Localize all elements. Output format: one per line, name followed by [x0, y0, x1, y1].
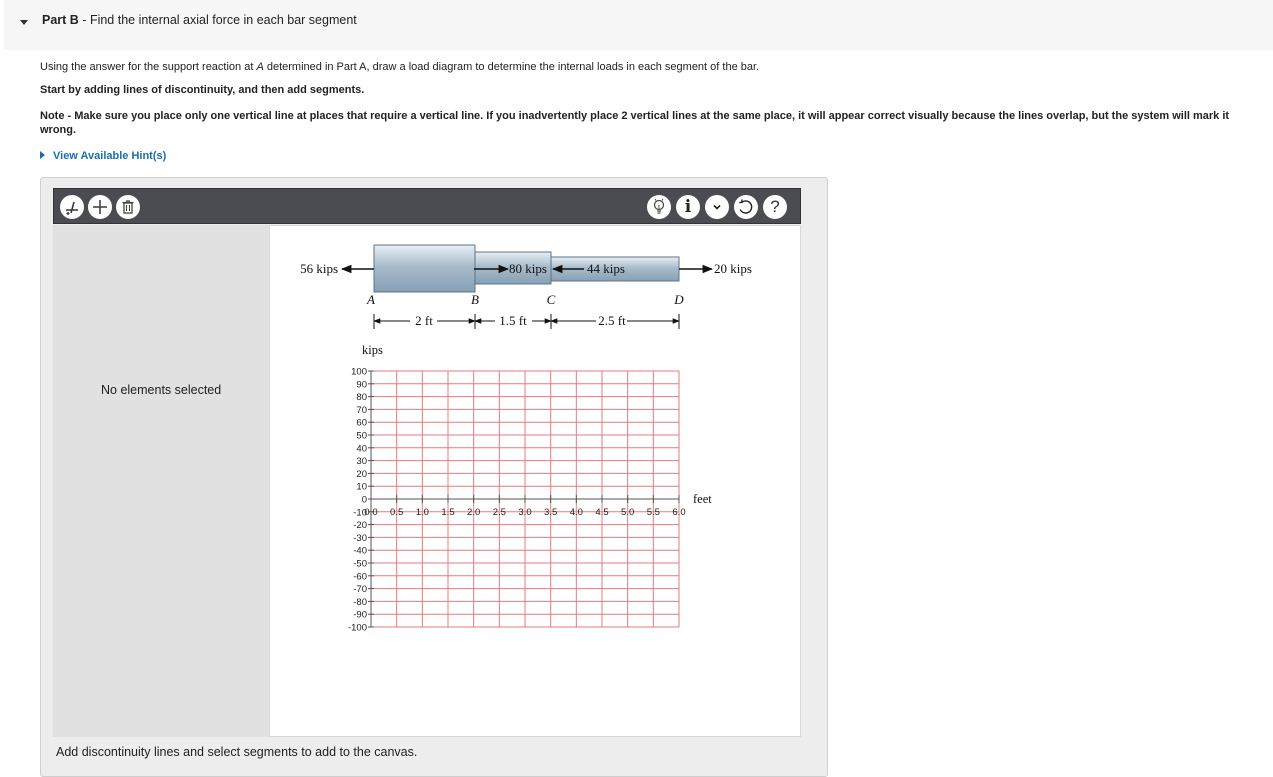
y-tick-label-8: 20: [356, 468, 367, 480]
x-tick-label-2: 1.0: [415, 507, 429, 518]
y-tick-label-18: -80: [353, 596, 367, 608]
y-tick-label-2: 80: [356, 392, 367, 404]
x-tick-label-4: 2.0: [467, 507, 481, 518]
status-text: Add discontinuity lines and select segments to add to the canvas.: [56, 745, 418, 759]
load-label-20: 20 kips: [714, 261, 752, 276]
plot-axes: [348, 367, 686, 634]
load-label-44: 44 kips: [587, 261, 625, 276]
y-tick-label-7: 30: [356, 456, 367, 468]
point-label-d: D: [674, 292, 684, 307]
x-tick-label-11: 5.5: [646, 507, 660, 518]
y-tick-label-5: 50: [356, 430, 367, 442]
no-elements-message: No elements selected: [101, 383, 222, 397]
x-tick-label-8: 4.0: [569, 507, 583, 518]
trash-icon[interactable]: [116, 195, 140, 219]
x-tick-label-12: 6.0: [672, 507, 686, 518]
instruction-var-a: A: [256, 61, 264, 73]
x-tick-label-5: 2.5: [492, 507, 506, 518]
y-tick-label-0: 100: [351, 366, 367, 378]
x-tick-label-10: 5.0: [621, 507, 635, 518]
figure-svg[interactable]: [270, 226, 802, 738]
info-glyph: i: [684, 197, 692, 217]
x-tick-label-1: 0.5: [390, 507, 404, 518]
part-title-text: Find the internal axial force in each bar segment: [89, 13, 357, 27]
x-tick-label-0: 0.0: [364, 507, 378, 518]
drawing-tool-frame: [40, 177, 828, 777]
x-tick-label-6: 3.0: [518, 507, 532, 518]
point-label-a: A: [367, 292, 375, 307]
load-label-56: 56 kips: [300, 261, 338, 276]
view-hints-label: View Available Hint(s): [53, 150, 167, 162]
part-label: Part B: [42, 13, 79, 27]
y-tick-label-20: -100: [347, 622, 367, 634]
bar-segment-ab: [374, 245, 475, 292]
view-hints-link[interactable]: [40, 150, 166, 162]
y-tick-label-17: -70: [353, 584, 367, 596]
reset-icon[interactable]: [734, 195, 758, 219]
point-label-b: B: [471, 292, 479, 307]
chevron-down-icon[interactable]: [705, 195, 729, 219]
bar-figure: [300, 245, 752, 329]
collapse-caret-icon[interactable]: [20, 20, 28, 25]
dim-label-ab: 2 ft: [415, 313, 433, 328]
toolbar: [53, 188, 801, 224]
instruction-line-1: [40, 60, 759, 74]
y-tick-label-15: -50: [353, 558, 367, 570]
instruction-line-2: Start by adding lines of discontinuity, and then add segments.: [40, 84, 365, 96]
properties-panel: [53, 225, 269, 737]
part-title: [42, 13, 357, 27]
instruction-note: Note - Make sure you place only one vertical line at places that require a vertical line. If you inadvertently place 2 vertical lines at the same place, it will appear correct visually because the lines overlap, but the system will mark it wrong.: [40, 110, 1230, 136]
y-tick-label-4: 60: [356, 417, 367, 429]
drawing-canvas[interactable]: [269, 225, 801, 737]
y-tick-label-11: -10: [353, 507, 367, 519]
y-tick-label-3: 70: [356, 404, 367, 416]
y-tick-label-19: -90: [353, 609, 367, 621]
point-label-c: C: [546, 292, 556, 307]
dim-label-bc: 1.5 ft: [499, 313, 527, 328]
y-tick-label-12: -20: [353, 520, 367, 532]
lightbulb-icon[interactable]: [647, 195, 671, 219]
load-label-80: 80 kips: [509, 261, 547, 276]
y-tick-label-1: 90: [356, 379, 367, 391]
discontinuity-line-icon[interactable]: [60, 195, 84, 219]
expand-triangle-icon: [40, 151, 45, 159]
y-tick-label-14: -40: [353, 545, 367, 557]
x-tick-label-9: 4.5: [595, 507, 609, 518]
y-tick-label-10: 0: [361, 494, 367, 506]
part-header[interactable]: [4, 0, 1273, 50]
y-tick-label-16: -60: [353, 571, 367, 583]
x-tick-label-7: 3.5: [544, 507, 558, 518]
x-axis-label: feet: [693, 492, 712, 506]
y-tick-label-6: 40: [356, 443, 367, 455]
info-icon[interactable]: [676, 195, 700, 219]
help-icon[interactable]: [763, 195, 787, 219]
instruction-line-1-after: determined in Part A, draw a load diagram to determine the internal loads in each segment of the bar.: [263, 61, 760, 73]
dim-label-cd: 2.5 ft: [598, 313, 626, 328]
part-title-separator: -: [78, 13, 90, 27]
add-segment-icon[interactable]: [88, 195, 112, 219]
y-tick-label-13: -30: [353, 532, 367, 544]
instruction-line-1-before: Using the answer for the support reaction at: [40, 61, 257, 73]
y-axis-label: kips: [362, 343, 383, 357]
help-glyph: ?: [770, 197, 780, 216]
y-tick-label-9: 10: [356, 481, 367, 493]
x-tick-label-3: 1.5: [441, 507, 455, 518]
